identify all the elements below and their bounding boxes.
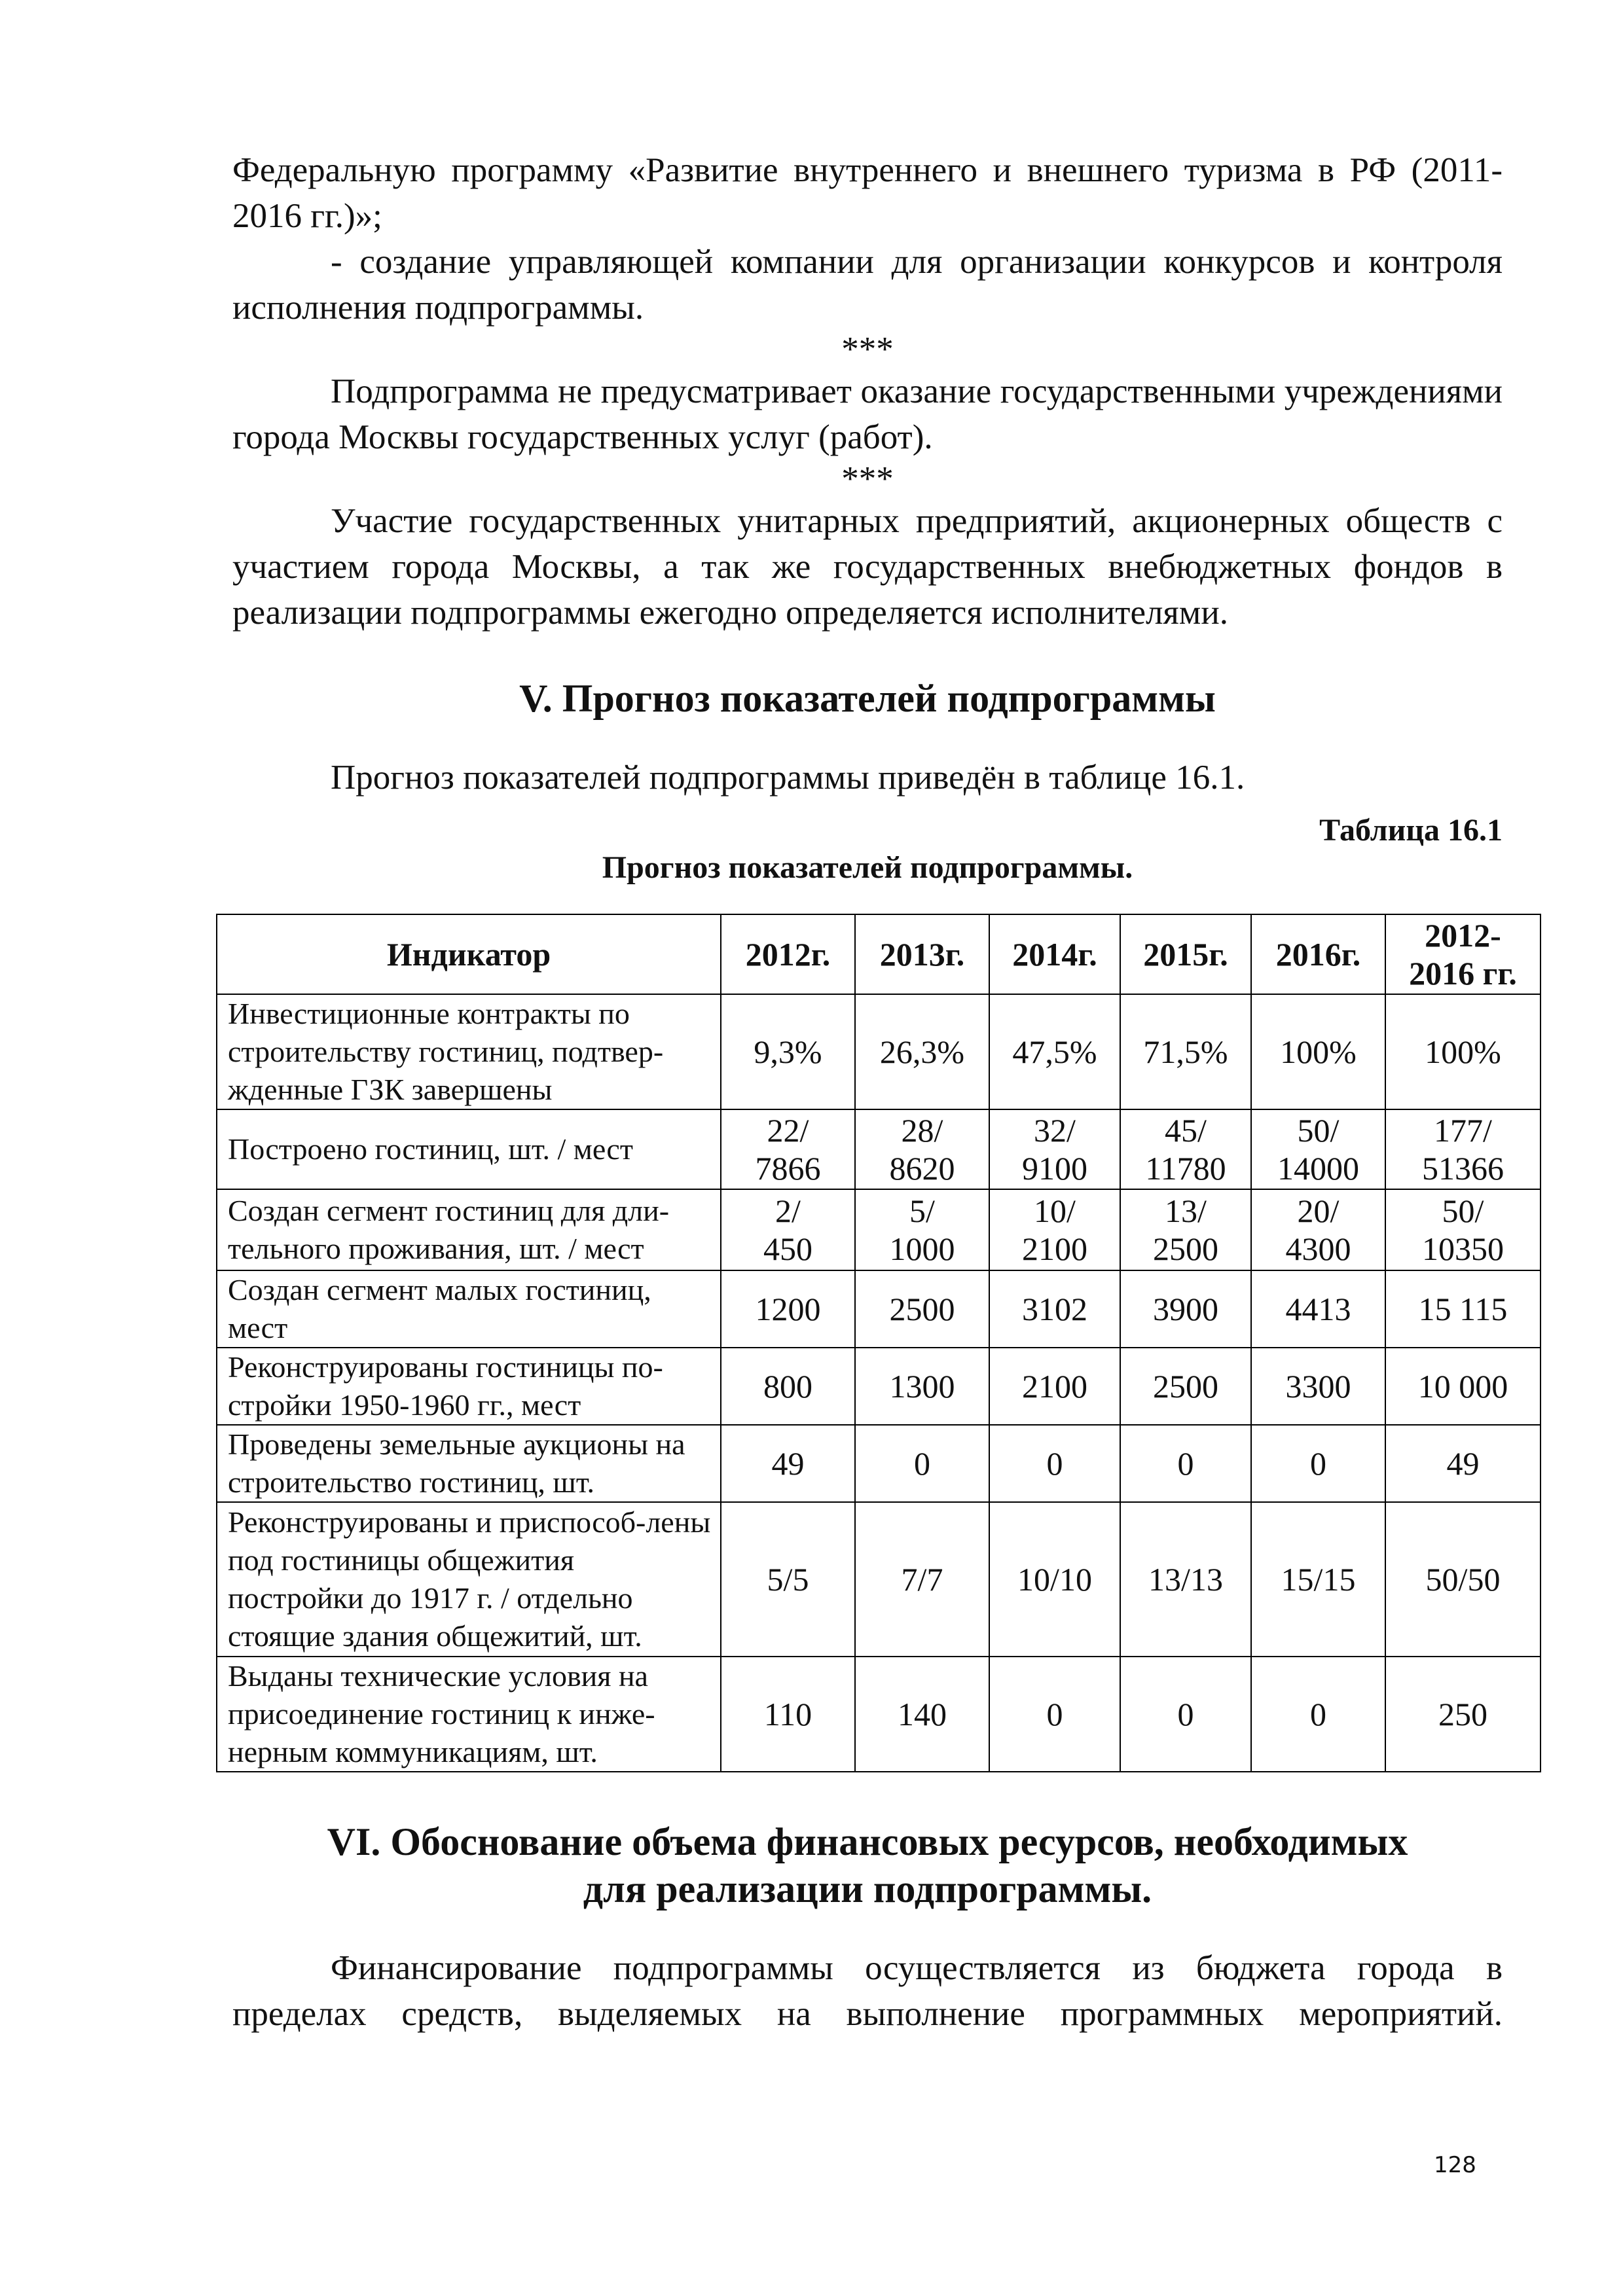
- value-cell: 13/ 2500: [1120, 1189, 1251, 1270]
- value-cell: 0: [989, 1657, 1120, 1772]
- header-cell: 2014г.: [989, 914, 1120, 994]
- section-6-heading-line2: для реализации подпрограммы.: [583, 1867, 1152, 1910]
- value-cell: 0: [989, 1425, 1120, 1502]
- value-cell: 0: [1251, 1657, 1385, 1772]
- indicator-cell: Инвестиционные контракты по строительству гостиниц, подтвер-жденные ГЗК завершены: [217, 994, 721, 1109]
- value-cell: 0: [1120, 1425, 1251, 1502]
- separator-stars: ***: [841, 460, 894, 498]
- separator-stars: ***: [841, 331, 894, 368]
- value-cell: 2500: [1120, 1348, 1251, 1425]
- table-row: [217, 1425, 1541, 1502]
- indicator-cell: Проведены земельные аукционы на строительство гостиниц, шт.: [217, 1425, 721, 1502]
- value-cell: 3300: [1251, 1348, 1385, 1425]
- indicator-cell: Выданы технические условия на присоединение гостиниц к инже-нерным коммуникациям, шт.: [217, 1657, 721, 1772]
- value-cell: 140: [855, 1657, 989, 1772]
- value-cell: 10 000: [1385, 1348, 1541, 1425]
- value-cell: 5/ 1000: [855, 1189, 989, 1270]
- section-6-text: Финансирование подпрограммы осуществляется из бюджета города в пределах средств, выделяемых на выполнение программных мероприятий.: [232, 1949, 1503, 2033]
- value-cell: 10/10: [989, 1502, 1120, 1657]
- value-cell: 22/ 7866: [721, 1109, 855, 1189]
- value-cell: 5/5: [721, 1502, 855, 1657]
- forecast-table: [216, 914, 1541, 1772]
- value-cell: 49: [721, 1425, 855, 1502]
- table-row: [217, 1189, 1541, 1270]
- value-cell: 1300: [855, 1348, 989, 1425]
- header-cell: 2013г.: [855, 914, 989, 994]
- value-cell: 71,5%: [1120, 994, 1251, 1109]
- value-cell: 15/15: [1251, 1502, 1385, 1657]
- value-cell: 28/ 8620: [855, 1109, 989, 1189]
- value-cell: 45/ 11780: [1120, 1109, 1251, 1189]
- header-cell: Индикатор: [217, 914, 721, 994]
- page-content: [228, 147, 1517, 2037]
- section-6-heading-line1: VI. Обоснование объема финансовых ресурсов, необходимых: [327, 1820, 1408, 1863]
- table-row: [217, 1502, 1541, 1657]
- header-cell: 2012-2016 гг.: [1385, 914, 1541, 994]
- section-5-heading: V. Прогноз показателей подпрограммы: [519, 677, 1216, 720]
- table-row: [217, 1109, 1541, 1189]
- indicator-cell: Реконструированы гостиницы по-стройки 1950-1960 гг., мест: [217, 1348, 721, 1425]
- value-cell: 49: [1385, 1425, 1541, 1502]
- paragraph-management-company: - создание управляющей компании для организации конкурсов и контроля исполнения подпрограммы.: [232, 243, 1503, 327]
- value-cell: 800: [721, 1348, 855, 1425]
- table-row: [217, 1270, 1541, 1348]
- value-cell: 47,5%: [989, 994, 1120, 1109]
- value-cell: 50/ 14000: [1251, 1109, 1385, 1189]
- paragraph-participation: Участие государственных унитарных предприятий, акционерных обществ с участием города Москвы, а так же государственных внебюджетных фондов в реализации подпрограммы ежегодно определяется исполнителями.: [232, 502, 1503, 632]
- header-cell: 2016г.: [1251, 914, 1385, 994]
- indicator-cell: Реконструированы и приспособ-лены под гостиницы общежития постройки до 1917 г. / отдельно стоящие здания общежитий, шт.: [217, 1502, 721, 1657]
- header-cell: 2015г.: [1120, 914, 1251, 994]
- value-cell: 3900: [1120, 1270, 1251, 1348]
- header-cell: 2012г.: [721, 914, 855, 994]
- value-cell: 4413: [1251, 1270, 1385, 1348]
- value-cell: 2100: [989, 1348, 1120, 1425]
- paragraph-federal-program: Федеральную программу «Развитие внутреннего и внешнего туризма в РФ (2011-2016 гг.)»;: [232, 151, 1503, 235]
- value-cell: 15 115: [1385, 1270, 1541, 1348]
- section-5-intro: Прогноз показателей подпрограммы приведён в таблице 16.1.: [331, 759, 1245, 797]
- value-cell: 177/ 51366: [1385, 1109, 1541, 1189]
- value-cell: 110: [721, 1657, 855, 1772]
- value-cell: 9,3%: [721, 994, 855, 1109]
- table-row: [217, 1657, 1541, 1772]
- value-cell: 0: [1251, 1425, 1385, 1502]
- value-cell: 2/ 450: [721, 1189, 855, 1270]
- value-cell: 20/ 4300: [1251, 1189, 1385, 1270]
- value-cell: 32/ 9100: [989, 1109, 1120, 1189]
- value-cell: 50/50: [1385, 1502, 1541, 1657]
- page-number: 128: [1434, 2152, 1476, 2178]
- indicator-cell: Создан сегмент малых гостиниц, мест: [217, 1270, 721, 1348]
- value-cell: 50/ 10350: [1385, 1189, 1541, 1270]
- table-header-row: [217, 914, 1541, 994]
- value-cell: 10/ 2100: [989, 1189, 1120, 1270]
- value-cell: 7/7: [855, 1502, 989, 1657]
- table-caption: Прогноз показателей подпрограммы.: [602, 850, 1133, 885]
- value-cell: 250: [1385, 1657, 1541, 1772]
- value-cell: 0: [1120, 1657, 1251, 1772]
- table-number: Таблица 16.1: [1319, 813, 1503, 848]
- value-cell: 2500: [855, 1270, 989, 1348]
- value-cell: 100%: [1385, 994, 1541, 1109]
- value-cell: 13/13: [1120, 1502, 1251, 1657]
- paragraph-no-state-services: Подпрограмма не предусматривает оказание государственными учреждениями города Москвы государственных услуг (работ).: [232, 372, 1503, 456]
- value-cell: 100%: [1251, 994, 1385, 1109]
- table-row: [217, 1348, 1541, 1425]
- value-cell: 0: [855, 1425, 989, 1502]
- indicator-cell: Создан сегмент гостиниц для дли-тельного проживания, шт. / мест: [217, 1189, 721, 1270]
- indicator-cell: Построено гостиниц, шт. / мест: [217, 1109, 721, 1189]
- value-cell: 3102: [989, 1270, 1120, 1348]
- table-row: [217, 994, 1541, 1109]
- value-cell: 1200: [721, 1270, 855, 1348]
- value-cell: 26,3%: [855, 994, 989, 1109]
